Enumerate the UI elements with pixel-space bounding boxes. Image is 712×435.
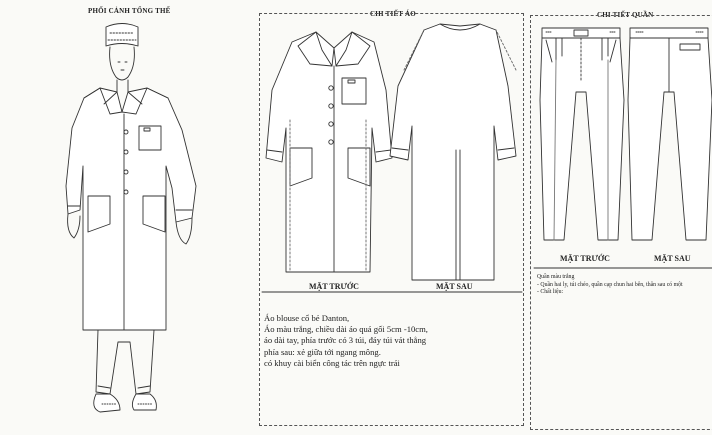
shirt-description-line: Áo blouse cổ bẻ Danton, — [264, 313, 350, 323]
pants-description-line: Quần màu trắng — [537, 274, 575, 280]
overall-view-title: PHỐI CẢNH TỔNG THỂ — [88, 7, 171, 15]
pants-front-label: MẶT TRƯỚC — [560, 254, 610, 263]
pants-back-drawing — [628, 28, 712, 240]
pants-detail-title: CHI TIẾT QUẦN — [597, 11, 654, 19]
shirt-description-line: có khuy cài biển công tác trên ngực trái — [264, 357, 400, 368]
pants-description — [537, 274, 683, 297]
shirt-detail-title: CHI TIẾT ÁO — [370, 10, 416, 18]
shirt-description-line: áo dài tay, phía trước có 3 túi, đáy túi vát thẳng — [264, 335, 427, 346]
shirt-description-line: Áo màu trắng, chiều dài áo quá gối 5cm -10cm, — [264, 324, 428, 335]
shirt-description — [264, 313, 428, 369]
pants-description-line: - Chất liệu: — [537, 289, 564, 296]
shirt-description-line: phía sau: xẻ giữa tới ngang mông. — [264, 346, 381, 357]
shirt-back-label: MẶT SAU — [436, 282, 473, 291]
pants-front-drawing — [540, 28, 624, 240]
model-figure-illustration — [66, 24, 196, 413]
shirt-back-drawing — [390, 24, 516, 280]
pants-back-label: MẶT SAU — [654, 254, 691, 263]
shirt-front-drawing — [266, 32, 392, 272]
pants-description-line: - Quần hai ly, túi chéo, quần cạp chun hai bên, thân sau có một — [537, 281, 683, 288]
shirt-front-label: MẶT TRƯỚC — [309, 282, 359, 291]
